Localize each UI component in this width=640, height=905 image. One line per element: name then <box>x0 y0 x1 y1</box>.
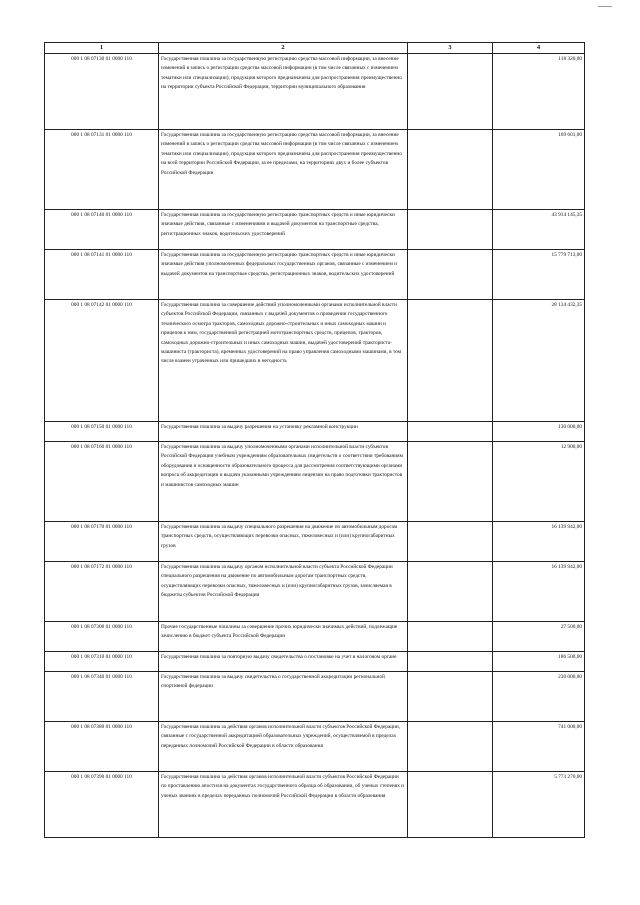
table-row <box>45 54 585 130</box>
revenue-description: Государственная пошлина за выдачу органом исполнительной власти субъекта Российской Федерации специального разрешения на движение по автомобильным дорогам транспортных средств, осуществляющих перевозки опасных, тяжеловесных и (или) крупногабаритных грузов, зачисляемая в бюджеты субъектов Российской Федерации <box>159 562 408 622</box>
table-row <box>45 522 585 562</box>
amount: 15 779 713,00 <box>493 250 585 300</box>
column-3-cell <box>408 672 493 722</box>
amount: 16 139 942,00 <box>493 562 585 622</box>
column-3-cell <box>408 522 493 562</box>
amount: 5 773 270,00 <box>493 772 585 838</box>
budget-code: 000 1 08 07300 01 0000 110 <box>45 622 159 652</box>
budget-code: 000 1 08 07140 01 0000 110 <box>45 210 159 250</box>
revenue-description: Государственная пошлина за выдачу разрешения на установку рекламной конструкции <box>159 422 408 442</box>
budget-code: 000 1 08 07310 01 0000 110 <box>45 652 159 672</box>
table-row <box>45 622 585 652</box>
table-row <box>45 250 585 300</box>
revenue-description: Государственная пошлина за повторную выдачу свидетельства о постановке на учет в налоговом органе <box>159 652 408 672</box>
revenue-description: Государственная пошлина за выдачу уполномоченными органами исполнительной власти субъектов Российской Федерации учебным учреждениям образовательных свидетельств о соответствии требованиям оборудования и оснащенности образовательного процесса для рассмотрения соответствующими органами вопроса об аккредитации и выдачи указанными учреждениям лицензии на право подготовки трактористов и машинистов самоходных машин <box>159 442 408 522</box>
revenue-description: Прочие государственные пошлины за совершение прочих юридически значимых действий, подлежащие зачислению в бюджет субъекта Российской Федерации <box>159 622 408 652</box>
column-3-cell <box>408 562 493 622</box>
table-row <box>45 130 585 210</box>
revenue-description: Государственная пошлина за государственную регистрацию транспортных средств и иные юридически значимые действия уполномоченных федеральных государственных органов, связанные с изменением и выдачей документов на транспортные средства, регистрационных знаков, водительских удостоверений <box>159 250 408 300</box>
amount: 118 320,00 <box>493 54 585 130</box>
amount: 741 000,00 <box>493 722 585 772</box>
amount: 12 900,00 <box>493 442 585 522</box>
table-row <box>45 652 585 672</box>
budget-code: 000 1 08 07130 01 0000 110 <box>45 54 159 130</box>
column-3-cell <box>408 54 493 130</box>
revenue-description: Государственная пошлина за выдачу специального разрешения на движение по автомобильным дорогам транспортных средств, осуществляющих перевозки опасных, тяжеловесных и (или) крупногабаритных грузов <box>159 522 408 562</box>
column-3-cell <box>408 772 493 838</box>
budget-code: 000 1 08 07150 01 0000 110 <box>45 422 159 442</box>
revenue-description: Государственная пошлина за действия органов исполнительной власти субъектов Российской Федерации, связанные с государственной аккредитацией образовательных учреждений, осуществляемой в пределах переданных полномочий Российской Федерации в области образования <box>159 722 408 772</box>
revenue-description: Государственная пошлина за действия органов исполнительной власти субъектов Российской Федерации по проставлению апостиля на документах государственного образца об образовании, об ученых степенях и ученых званиях в пределах переданных полномочий Российской Федерации в области образования <box>159 772 408 838</box>
amount: 186 500,00 <box>493 652 585 672</box>
budget-code: 000 1 08 07340 01 0000 110 <box>45 672 159 722</box>
column-3-cell <box>408 422 493 442</box>
budget-code: 000 1 08 07141 01 0000 110 <box>45 250 159 300</box>
column-header-2: 2 <box>159 43 408 54</box>
table-row <box>45 722 585 772</box>
column-3-cell <box>408 442 493 522</box>
scan-mark <box>598 6 612 7</box>
column-3-cell <box>408 250 493 300</box>
column-3-cell <box>408 300 493 422</box>
amount: 169 601,00 <box>493 130 585 210</box>
amount: 27 500,00 <box>493 622 585 652</box>
table-row <box>45 672 585 722</box>
amount: 43 914 145,35 <box>493 210 585 250</box>
amount: 16 139 942,00 <box>493 522 585 562</box>
table-row <box>45 210 585 250</box>
revenue-description: Государственная пошлина за государственную регистрацию средства массовой информации, за внесение изменений в запись о регистрации средства массовой информации (в том числе связанных с изменением тематики или специализации), продукция которого предназначена для распространения преимущественно на всей территории Российской Федерации, за ее пределами, на территориях двух и более субъектов Российской Федерации <box>159 130 408 210</box>
revenue-description: Государственная пошлина за выдачу свидетельства о государственной аккредитации региональной спортивной федерации <box>159 672 408 722</box>
budget-code: 000 1 08 07172 01 0000 110 <box>45 562 159 622</box>
column-header-3: 3 <box>408 43 493 54</box>
revenue-description: Государственная пошлина за совершение действий уполномоченными органами исполнительной власти субъектов Российской Федерации, связанных с выдачей документов о проведении государственного технического осмотра тракторов, самоходных дорожно-строительных и иных самоходных машин и прицепов к ним, государственной регистрацией мототранспортных средств, прицепов, тракторов, самоходных дорожно-строительных и иных самоходных машин, выдачей удостоверений тракториста-машиниста (тракториста), временных удостоверений на право управления самоходными машинами, в том числе взамен утраченных или пришедших в негодность <box>159 300 408 422</box>
budget-code: 000 1 08 07390 01 0000 110 <box>45 772 159 838</box>
table-row <box>45 442 585 522</box>
table-row <box>45 562 585 622</box>
table-row <box>45 300 585 422</box>
column-3-cell <box>408 722 493 772</box>
budget-revenue-table <box>44 42 585 838</box>
amount: 28 134 432,35 <box>493 300 585 422</box>
column-3-cell <box>408 622 493 652</box>
budget-code: 000 1 08 07160 01 0000 110 <box>45 442 159 522</box>
column-header-1: 1 <box>45 43 159 54</box>
budget-code: 000 1 08 07380 01 0000 110 <box>45 722 159 772</box>
table-header-row <box>45 43 585 54</box>
amount: 230 000,00 <box>493 672 585 722</box>
column-3-cell <box>408 652 493 672</box>
budget-code: 000 1 08 07131 01 0000 110 <box>45 130 159 210</box>
budget-code: 000 1 08 07170 01 0000 110 <box>45 522 159 562</box>
budget-code: 000 1 08 07142 01 0000 110 <box>45 300 159 422</box>
revenue-description: Государственная пошлина за государственную регистрацию транспортных средств и иные юридически значимые действия, связанные с изменениями и выдачей документов на транспортные средства, регистрационных знаков, водительских удостоверений <box>159 210 408 250</box>
column-header-4: 4 <box>493 43 585 54</box>
table-row <box>45 422 585 442</box>
amount: 130 000,00 <box>493 422 585 442</box>
revenue-description: Государственная пошлина за государственную регистрацию средства массовой информации, за внесение изменений в запись о регистрации средства массовой информации (в том числе связанных с изменением тематики или специализации), продукция которого предназначена для распространения преимущественно на территории субъекта Российской Федерации, территории муниципального образования <box>159 54 408 130</box>
column-3-cell <box>408 210 493 250</box>
table-row <box>45 772 585 838</box>
column-3-cell <box>408 130 493 210</box>
